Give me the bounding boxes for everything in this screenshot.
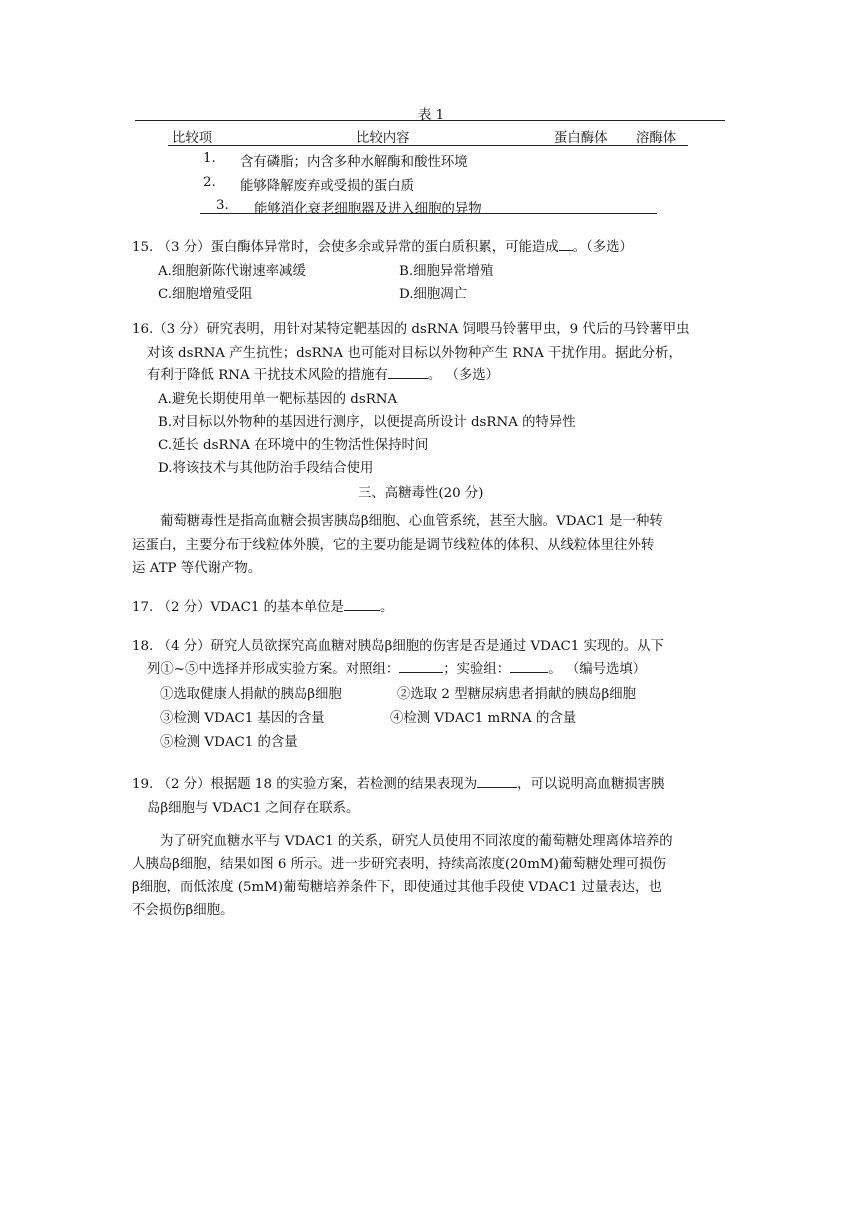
q15-option-b: B.细胞异常增殖 bbox=[399, 264, 494, 279]
q18-option-1: ①选取健康人捐献的胰岛β细胞 bbox=[160, 687, 342, 702]
answer-blank[interactable] bbox=[477, 774, 517, 788]
table-row-2-text: 能够降解废弃或受损的蛋白质 bbox=[240, 179, 415, 194]
para2-line-2: 人胰岛β细胞，结果如图 6 所示。进一步研究表明，持续高浓度(20mM)葡萄糖处理可损伤 bbox=[132, 857, 666, 872]
question-15-stem: 15. （3 分）蛋白酶体异常时，会使多余或异常的蛋白质积累，可能造成 。（多选） bbox=[132, 236, 633, 255]
q15-option-d: D.细胞凋亡 bbox=[399, 287, 468, 302]
section-para-line-1: 葡萄糖毒性是指高血糖会损害胰岛β细胞、心血管系统，甚至大脑。VDAC1 是一种转 bbox=[160, 514, 663, 529]
question-16-line-2: 对该 dsRNA 产生抗性；dsRNA 也可能对目标以外物种产生 RNA 干扰作用。据此分析， bbox=[147, 346, 682, 361]
table-row-1-num: 1. bbox=[203, 151, 216, 166]
q16-option-c: C.延长 dsRNA 在环境中的生物活性保持时间 bbox=[158, 438, 429, 453]
question-19-line-1: 19. （2 分）根据题 18 的实验方案，若检测的结果表现为 ，可以说明高血糖损害胰 bbox=[132, 773, 664, 792]
question-19-line-2: 岛β细胞与 VDAC1 之间存在联系。 bbox=[147, 801, 360, 816]
q18-option-5: ⑤检测 VDAC1 的含量 bbox=[160, 735, 298, 750]
question-18-line-2: 列①~⑤中选择并形成实验方案。对照组： ；实验组： 。 （编号选填） bbox=[147, 658, 646, 677]
para2-line-4: 不会损伤β细胞。 bbox=[132, 903, 234, 918]
q16-option-a: A.避免长期使用单一靶标基因的 dsRNA bbox=[158, 392, 398, 407]
q16-option-d: D.将该技术与其他防治手段结合使用 bbox=[158, 461, 374, 476]
q18-option-4: ④检测 VDAC1 mRNA 的含量 bbox=[390, 711, 577, 726]
q18-option-3: ③检测 VDAC1 基因的含量 bbox=[160, 711, 325, 726]
answer-blank[interactable] bbox=[344, 597, 380, 611]
q15-option-a: A.细胞新陈代谢速率减缓 bbox=[158, 264, 306, 279]
question-18-line-1: 18. （4 分）研究人员欲探究高血糖对胰岛β细胞的伤害是否是通过 VDAC1 实现的。从下 bbox=[132, 639, 664, 654]
table-header-compare-item: 比较项 bbox=[172, 131, 213, 146]
experimental-group-blank[interactable] bbox=[510, 659, 548, 673]
table-caption: 表 1 bbox=[418, 108, 445, 123]
para2-line-1: 为了研究血糖水平与 VDAC1 的关系，研究人员使用不同浓度的葡萄糖处理离体培养的 bbox=[160, 834, 673, 849]
table-row-2-num: 2. bbox=[203, 175, 216, 190]
table-row-3-text: 能够消化衰老细胞器及进入细胞的异物 bbox=[254, 202, 482, 217]
question-16-line-3: 有利于降低 RNA 干扰技术风险的措施有 。 （多选） bbox=[147, 364, 499, 383]
q16-option-b: B.对目标以外物种的基因进行测序，以便提高所设计 dsRNA 的特异性 bbox=[158, 415, 576, 430]
answer-blank[interactable] bbox=[388, 365, 428, 379]
section-para-line-2: 运蛋白，主要分布于线粒体外膜，它的主要功能是调节线粒体的体积、从线粒体里往外转 bbox=[132, 538, 655, 553]
table-header-compare-content: 比较内容 bbox=[356, 131, 410, 146]
table-top-rule bbox=[135, 120, 725, 121]
table-header-rule bbox=[168, 145, 688, 146]
para2-line-3: β细胞，而低浓度 (5mM)葡萄糖培养条件下，即使通过其他手段使 VDAC1 过量表达，也 bbox=[132, 880, 662, 895]
answer-blank[interactable] bbox=[559, 237, 573, 251]
table-row-1-text: 含有磷脂；内含多种水解酶和酸性环境 bbox=[240, 155, 468, 170]
table-bottom-rule bbox=[200, 213, 657, 214]
question-17: 17. （2 分）VDAC1 的基本单位是 。 bbox=[132, 596, 393, 615]
table-row-3-num: 3. bbox=[216, 198, 229, 213]
question-16-line-1: 16.（3 分）研究表明，用针对某特定靶基因的 dsRNA 饲喂马铃薯甲虫，9 代后的马铃薯甲虫 bbox=[132, 322, 690, 337]
q18-option-2: ②选取 2 型糖尿病患者捐献的胰岛β细胞 bbox=[397, 687, 637, 702]
section-para-line-3: 运 ATP 等代谢产物。 bbox=[132, 561, 262, 576]
q15-option-c: C.细胞增殖受阻 bbox=[158, 287, 253, 302]
control-group-blank[interactable] bbox=[399, 659, 443, 673]
table-header-lysosome: 溶酶体 bbox=[636, 131, 677, 146]
section-title: 三、高糖毒性(20 分) bbox=[358, 486, 484, 501]
table-header-proteasome: 蛋白酶体 bbox=[554, 131, 608, 146]
